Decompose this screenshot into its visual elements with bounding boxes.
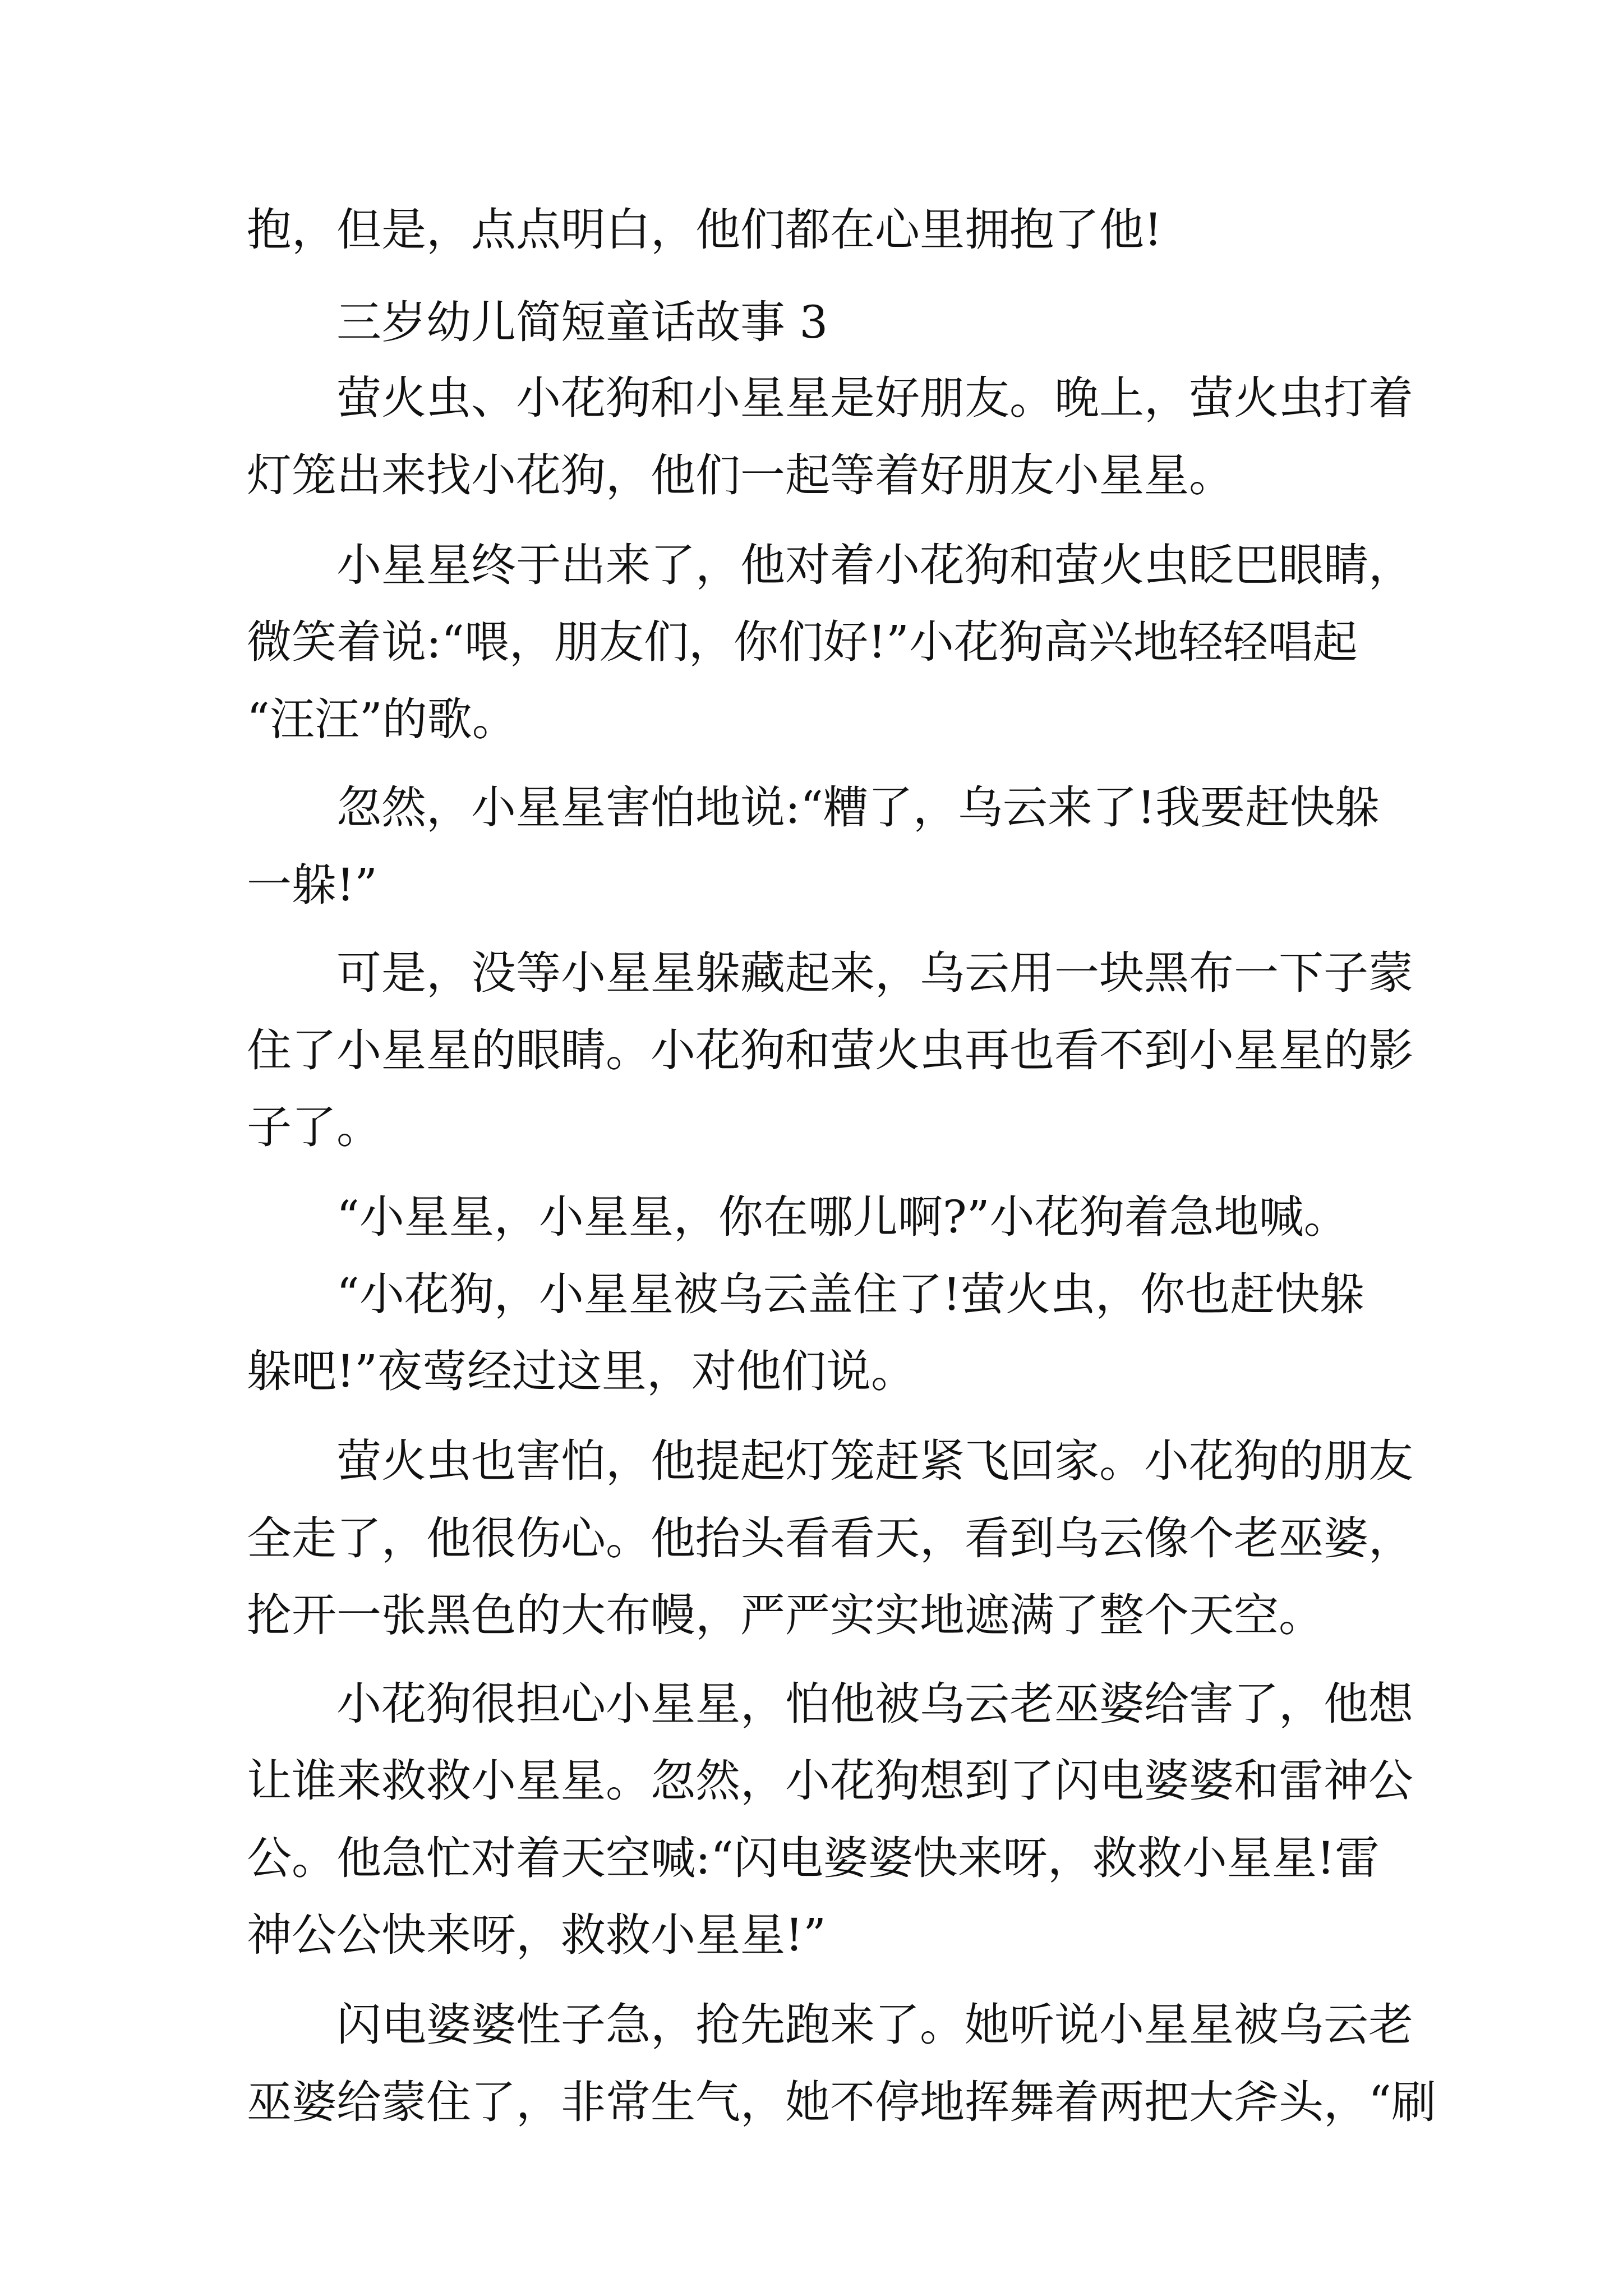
text-line: “小花狗，小星星被乌云盖住了!萤火虫，你也赶快躲 [336, 1268, 1365, 1320]
text-line: 抡开一张黑色的大布幔，严严实实地遮满了整个天空。 [247, 1589, 1324, 1641]
text-line: 神公公快来呀，救救小星星!” [247, 1909, 827, 1961]
text-line: 小星星终于出来了，他对着小花狗和萤火虫眨巴眼睛， [336, 539, 1413, 591]
text-line: 住了小星星的眼睛。小花狗和萤火虫再也看不到小星星的影 [247, 1024, 1413, 1076]
text-line: 可是，没等小星星躲藏起来，乌云用一块黑布一下子蒙 [336, 947, 1413, 999]
text-line: 巫婆给蒙住了，非常生气，她不停地挥舞着两把大斧头，“刷 [247, 2076, 1436, 2128]
text-line: 灯笼出来找小花狗，他们一起等着好朋友小星星。 [247, 449, 1234, 501]
text-line: 抱，但是，点点明白，他们都在心里拥抱了他! [247, 204, 1163, 256]
text-line: 子了。 [247, 1101, 381, 1153]
text-line: “汪汪”的歌。 [247, 693, 517, 746]
text-line: 萤火虫也害怕，他提起灯笼赶紧飞回家。小花狗的朋友 [336, 1435, 1413, 1487]
section-heading: 三岁幼儿简短童话故事 3 [336, 296, 828, 348]
text-line: 小花狗很担心小星星，怕他被乌云老巫婆给害了，他想 [336, 1678, 1413, 1730]
text-line: 全走了，他很伤心。他抬头看看天，看到乌云像个老巫婆， [247, 1512, 1413, 1565]
text-line: 公。他急忙对着天空喊:“闪电婆婆快来呀，救救小星星!雷 [247, 1832, 1380, 1884]
text-line: 让谁来救救小星星。忽然，小花狗想到了闪电婆婆和雷神公 [247, 1755, 1413, 1807]
text-line: 闪电婆婆性子急，抢先跑来了。她听说小星星被乌云老 [336, 1999, 1413, 2051]
text-line: 躲吧!”夜莺经过这里，对他们说。 [247, 1345, 916, 1397]
text-line: 一躲!” [247, 859, 378, 911]
text-line: 萤火虫、小花狗和小星星是好朋友。晚上，萤火虫打着 [336, 372, 1413, 424]
text-line: 微笑着说:“喂，朋友们，你们好!”小花狗高兴地轻轻唱起 [247, 616, 1358, 668]
text-line: “小星星，小星星，你在哪儿啊?”小花狗着急地喊。 [336, 1191, 1349, 1243]
text-line: 忽然，小星星害怕地说:“糟了，乌云来了!我要赶快躲 [336, 781, 1380, 834]
